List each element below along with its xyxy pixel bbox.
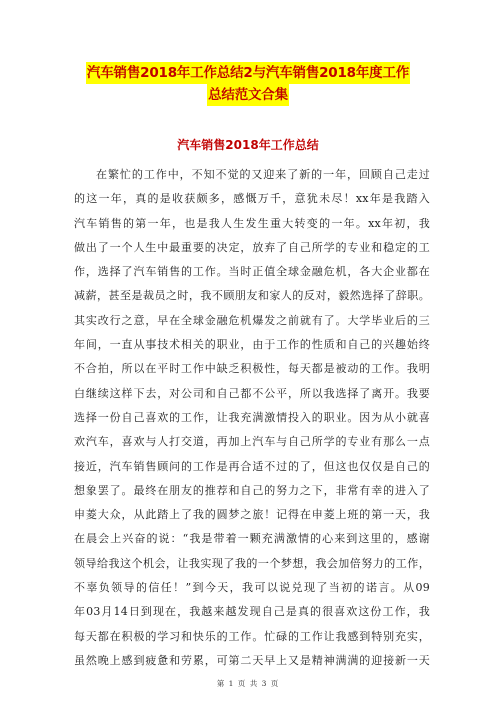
body-line: 作，选择了汽车销售的工作。当时正值全球金融危机，各大企业都在 xyxy=(74,265,430,279)
body-line: 白继续这样下去，对公司和自己都不公平，所以我选择了离开。我要 xyxy=(74,386,430,400)
body-line: 接近，汽车销售顾问的工作是再合适不过的了，但这也仅仅是自己的 xyxy=(74,459,430,473)
body-line: 在晨会上兴奋的说：“我是带着一颗充满激情的心来到这里的，感谢 xyxy=(74,532,430,546)
body-line: 汽车销售的第一年，也是我人生发生重大转变的一年。xx年初，我 xyxy=(74,216,430,230)
body-line: 欢汽车，喜欢与人打交道，再加上汽车与自己所学的专业有那么一点 xyxy=(74,435,430,449)
body-line: 申菱大众，从此踏上了我的圆梦之旅！记得在申菱上班的第一天，我 xyxy=(74,508,430,522)
page-footer: 第 1 页 共 3 页 xyxy=(216,679,280,688)
body-line: 每天都在积极的学习和快乐的工作。忙碌的工作让我感到特别充实， xyxy=(74,629,430,643)
body-line: 其实改行之意，早在全球金融危机爆发之前就有了。大学毕业后的三 xyxy=(74,313,430,327)
body-line: 选择一份自己喜欢的工作，让我充满激情投入的职业。因为从小就喜 xyxy=(74,410,430,424)
body-line: 不合拍，所以在平时工作中缺乏积极性，每天都是被动的工作。我明 xyxy=(74,362,430,376)
body-line: 年间，一直从事技术相关的职业，由于工作的性质和自己的兴趣始终 xyxy=(74,338,430,352)
title-line-2: 总结范文合集 xyxy=(207,84,289,106)
body-line: 的这一年，真的是收获颇多，感慨万千，意犹未尽！xx年是我踏入 xyxy=(74,192,430,206)
document-title xyxy=(72,62,424,106)
body-line: 年03月14日到现在，我越来越发现自己是真的很喜欢这份工作，我 xyxy=(74,605,430,619)
section-heading: 汽车销售2018年工作总结 xyxy=(177,138,319,152)
body-line: 领导给我这个机会，让我实现了我的一个梦想，我会加倍努力的工作， xyxy=(74,556,430,570)
title-line-1: 汽车销售2018年工作总结2与汽车销售2018年度工作 xyxy=(86,62,410,84)
body-paragraph xyxy=(74,163,430,673)
body-line: 在繁忙的工作中，不知不觉的又迎来了新的一年，回顾自己走过 xyxy=(96,168,430,181)
body-line: 减薪，甚至是裁员之时，我不顾朋友和家人的反对，毅然选择了辞职。 xyxy=(74,289,430,303)
body-line: 不辜负领导的信任！”到今天，我可以说兑现了当初的诺言。从09 xyxy=(74,581,430,595)
body-line: 虽然晚上感到疲惫和劳累，可第二天早上又是精神满满的迎接新一天 xyxy=(74,653,430,667)
body-line: 做出了一个人生中最重要的决定，放弃了自己所学的专业和稳定的工 xyxy=(74,240,430,254)
body-line: 想象罢了。最终在朋友的推荐和自己的努力之下，非常有幸的进入了 xyxy=(74,483,430,497)
